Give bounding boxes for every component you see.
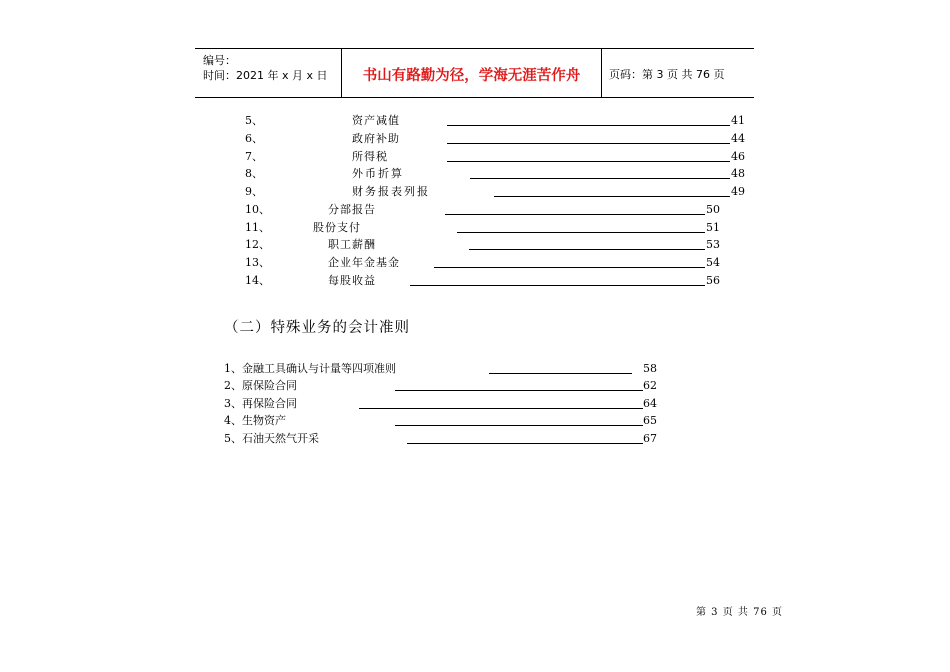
toc-row[interactable] [0, 255, 950, 271]
toc-number: 10、 [245, 203, 270, 216]
toc-row[interactable] [0, 166, 950, 182]
toc-leader [447, 113, 730, 126]
toc-leader [359, 396, 643, 409]
header-page-number: 页码：第 3 页 共 76 页 [609, 68, 725, 81]
toc-page: 65 [643, 414, 657, 427]
toc-page: 44 [731, 132, 745, 145]
header-divider [601, 49, 602, 97]
toc-title: 所得税 [352, 150, 388, 163]
toc-leader [445, 202, 705, 215]
toc-page: 50 [706, 203, 720, 216]
toc-row[interactable] [0, 396, 950, 412]
toc-page: 41 [731, 114, 745, 127]
toc-title: 2、原保险合同 [224, 379, 297, 392]
toc-page: 58 [643, 362, 657, 375]
toc-page: 54 [706, 256, 720, 269]
toc-leader [489, 361, 632, 374]
toc-leader [470, 166, 730, 179]
toc-row[interactable] [0, 431, 950, 447]
toc-title: 3、再保险合同 [224, 397, 297, 410]
toc-number: 13、 [245, 256, 270, 269]
toc-title: 政府补助 [352, 132, 400, 145]
toc-leader [410, 273, 705, 286]
header-number: 编号： [203, 54, 236, 67]
toc-page: 62 [643, 379, 657, 392]
toc-title: 1、金融工具确认与计量等四项准则 [224, 362, 396, 375]
toc-row[interactable] [0, 273, 950, 289]
toc-number: 11、 [245, 221, 270, 234]
toc-title: 财务报表列报 [352, 185, 430, 198]
header-time: 时间：2021 年 x 月 x 日 [203, 69, 328, 82]
toc-leader [447, 149, 730, 162]
toc-row[interactable] [0, 413, 950, 429]
toc-page: 46 [731, 150, 745, 163]
toc-title: 职工薪酬 [328, 238, 376, 251]
section-heading: （二）特殊业务的会计准则 [224, 320, 410, 336]
toc-row[interactable] [0, 202, 950, 218]
header-meta [203, 53, 328, 83]
toc-number: 6、 [245, 132, 263, 145]
toc-page: 48 [731, 167, 745, 180]
toc-row[interactable] [0, 184, 950, 200]
toc-leader [469, 237, 705, 250]
toc-page: 49 [731, 185, 745, 198]
toc-number: 12、 [245, 238, 270, 251]
toc-page: 53 [706, 238, 720, 251]
toc-row[interactable] [0, 113, 950, 129]
toc-title: 5、石油天然气开采 [224, 432, 319, 445]
toc-number: 8、 [245, 167, 263, 180]
toc-leader [457, 220, 705, 233]
toc-title: 每股收益 [328, 274, 376, 287]
toc-number: 14、 [245, 274, 270, 287]
toc-leader [407, 431, 643, 444]
toc-title: 资产减值 [352, 114, 400, 127]
toc-leader [395, 413, 643, 426]
toc-title: 企业年金基金 [328, 256, 400, 269]
header-motto: 书山有路勤为径，学海无涯苦作舟 [362, 68, 581, 84]
page-footer: 第 3 页 共 76 页 [696, 607, 783, 618]
toc-page: 56 [706, 274, 720, 287]
toc-row[interactable] [0, 378, 950, 394]
toc-leader [447, 131, 730, 144]
toc-title: 分部报告 [328, 203, 376, 216]
page-header [195, 48, 754, 98]
toc-number: 5、 [245, 114, 263, 127]
toc-row[interactable] [0, 237, 950, 253]
toc-title: 4、生物资产 [224, 414, 286, 427]
toc-leader [494, 184, 730, 197]
toc-row[interactable] [0, 361, 950, 377]
toc-number: 9、 [245, 185, 263, 198]
toc-row[interactable] [0, 149, 950, 165]
toc-page: 67 [643, 432, 657, 445]
toc-row[interactable] [0, 220, 950, 236]
toc-leader [434, 255, 705, 268]
toc-page: 64 [643, 397, 657, 410]
toc-number: 7、 [245, 150, 263, 163]
toc-leader [395, 378, 643, 391]
toc-page: 51 [706, 221, 720, 234]
toc-row[interactable] [0, 131, 950, 147]
toc-title: 股份支付 [313, 221, 361, 234]
toc-title: 外币折算 [352, 167, 404, 180]
